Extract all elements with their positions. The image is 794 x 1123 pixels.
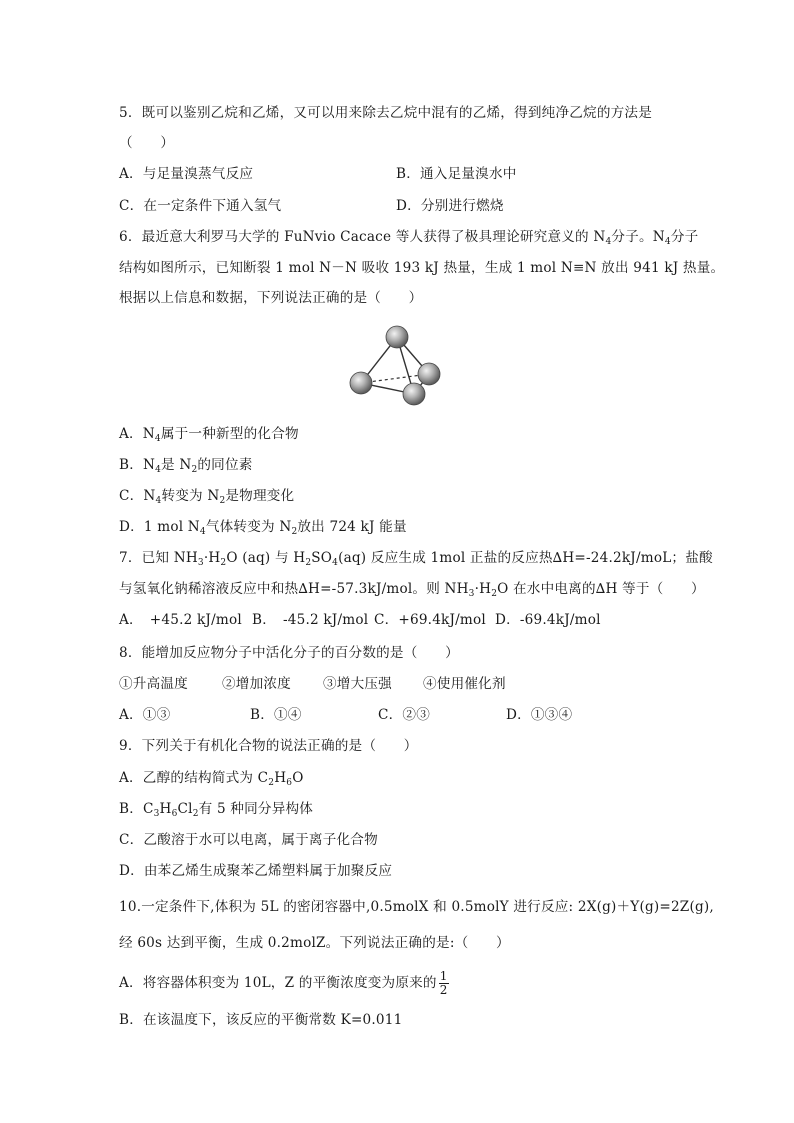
q8-item: ②增加浓度 — [222, 676, 291, 692]
q6-option-b: B．$N_4$是 $N_2$的同位素 — [119, 457, 253, 475]
q7-option-d: D．-69.4kJ/mol — [495, 612, 601, 628]
q9-option-d: D．由苯乙烯生成聚苯乙烯塑料属于加聚反应 — [119, 863, 393, 879]
q7-stem-line2: 与氢氧化钠稀溶液反应中和热∆H=-57.3kJ/mol。则 $NH_3\cdot H_2O$ 在水中电离的∆H 等于（ ） — [119, 581, 705, 599]
q9-option-a: A．乙醇的结构简式为 $C_2H_6O$ — [119, 770, 304, 788]
nitrogen-atom — [350, 372, 372, 394]
nitrogen-atom — [418, 363, 440, 385]
q5-option-a: A．与足量溴蒸气反应 — [119, 166, 254, 182]
q5-option-c: C．在一定条件下通入氢气 — [119, 198, 282, 214]
q5-option-b: B．通入足量溴水中 — [396, 166, 517, 182]
q5-stem: 5．既可以鉴别乙烷和乙烯，又可以用来除去乙烷中混有的乙烯，得到纯净乙烷的方法是 — [119, 105, 653, 121]
nitrogen-atom — [386, 326, 408, 348]
q10-option-b: B．在该温度下，该反应的平衡常数 K=0.011 — [119, 1012, 403, 1028]
q8-option-b: B．①④ — [250, 707, 302, 723]
nitrogen-atom — [403, 383, 425, 405]
q8-item: ③增大压强 — [323, 676, 392, 692]
n4-molecule-diagram — [345, 318, 449, 410]
q8-item: ①升高温度 — [119, 676, 188, 692]
q5-option-d: D．分别进行燃烧 — [396, 198, 504, 214]
q8-option-d: D．①③④ — [506, 707, 573, 723]
q8-stem: 8．能增加反应物分子中活化分子的百分数的是（ ） — [119, 645, 459, 661]
fraction-one-half: $\frac{1}{2}$ — [439, 969, 448, 997]
q10-option-a: A．将容器体积变为 10L，Z 的平衡浓度变为原来的 $\frac{1}{2}$ — [119, 969, 448, 997]
q6-option-c: C．$N_4$转变为 $N_2$是物理变化 — [119, 488, 295, 506]
q8-option-c: C．②③ — [378, 707, 430, 723]
q6-option-d: D．1 mol $N_4$气体转变为 $N_2$放出 724 kJ 能量 — [119, 519, 407, 537]
q8-item: ④使用催化剂 — [423, 676, 506, 692]
q6-stem-line3: 根据以上信息和数据，下列说法正确的是（ ） — [119, 290, 423, 306]
q5-paren: （ ） — [119, 135, 175, 151]
q7-option-c: C．+69.4kJ/mol — [374, 612, 486, 628]
q7-option-a: A． +45.2 kJ/mol — [119, 612, 242, 628]
q7-option-b: B． -45.2 kJ/mol — [252, 612, 369, 628]
q7-stem-line1: 7．已知 $NH_3\cdot H_2O$ (aq) 与 $H_2SO_4(aq)$ 反应生成 1mol 正盐的反应热∆H=-24.2kJ/moL；盐酸 — [119, 550, 713, 568]
q8-option-a: A．①③ — [119, 707, 171, 723]
q6-stem-line2: 结构如图所示，已知断裂 1 mol N－N 吸收 193 kJ 热量，生成 1 mol N≡N 放出 941 kJ 热量。 — [119, 260, 725, 276]
q10-stem-line1: 10.一定条件下,体积为 5L 的密闭容器中,0.5molX 和 0.5molY 进行反应: 2X(g)＋Y(g)=2Z(g), — [119, 899, 714, 915]
q9-option-b: B．$C_3H_6Cl_2$有 5 种同分异构体 — [119, 801, 314, 819]
q10-stem-line2: 经 60s 达到平衡，生成 0.2molZ。下列说法正确的是:（ ） — [119, 935, 510, 951]
q6-option-a: A．$N_4$属于一种新型的化合物 — [119, 426, 299, 444]
q6-stem-line1: 6．最近意大利罗马大学的 FuNvio Cacace 等人获得了极具理论研究意义的 $N_4$分子。$N_4$分子 — [119, 229, 699, 247]
q9-stem: 9．下列关于有机化合物的说法正确的是（ ） — [119, 738, 418, 754]
q9-option-c: C．乙酸溶于水可以电离，属于离子化合物 — [119, 832, 378, 848]
